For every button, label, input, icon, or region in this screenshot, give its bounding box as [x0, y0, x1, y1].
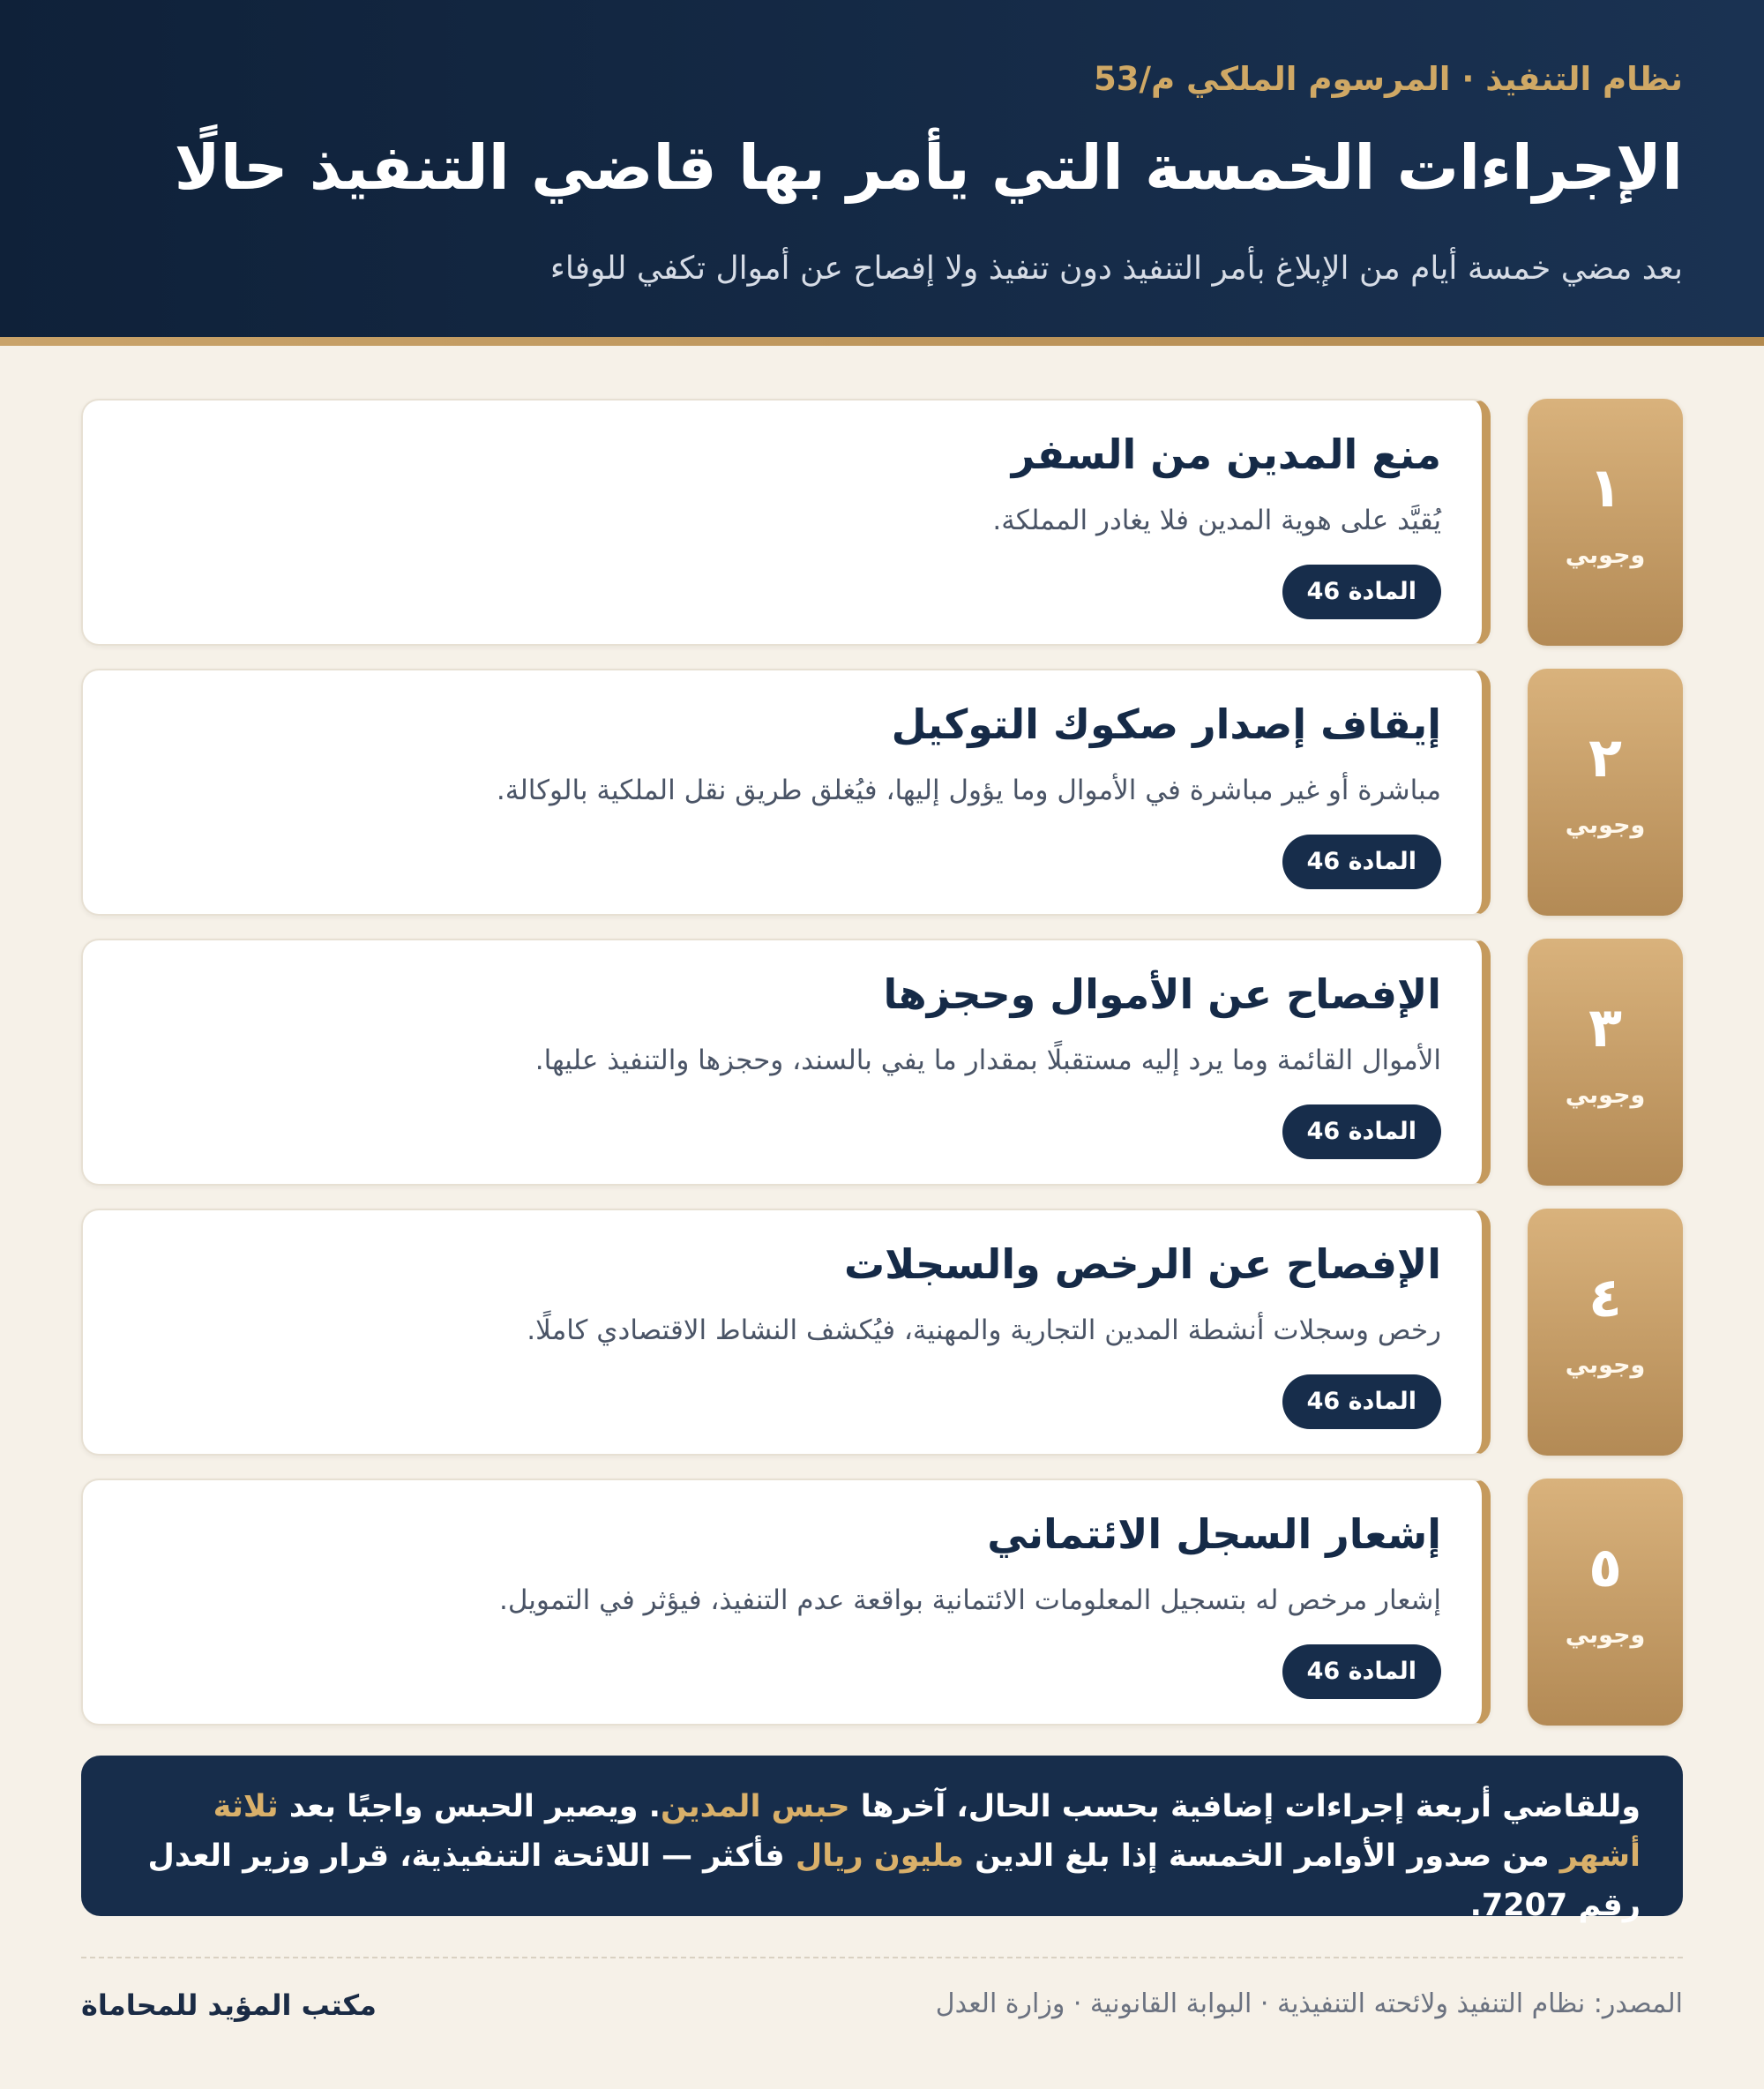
procedure-description: يُقيَّد على هوية المدين فلا يغادر المملكة. — [992, 505, 1441, 536]
note-text: من صدور الأوامر الخمسة إذا بلغ الدين — [963, 1838, 1560, 1874]
article-badge: المادة 46 — [1282, 1104, 1441, 1159]
header-divider — [0, 337, 1764, 346]
item-number: ٢ — [1588, 725, 1622, 790]
article-badge: المادة 46 — [1282, 565, 1441, 619]
page-title: الإجراءات الخمسة التي يأمر بها قاضي التنفيذ حالًا — [174, 131, 1683, 204]
procedure-title: منع المدين من السفر — [1011, 431, 1441, 478]
office-name: مكتب المؤيد للمحاماة — [81, 1988, 377, 2022]
item-number: ٤ — [1588, 1265, 1622, 1329]
note-highlight-duration: ثلاثة أشهر — [213, 1789, 1641, 1874]
procedure-title: إشعار السجل الائتماني — [987, 1510, 1441, 1558]
procedure-card — [81, 1209, 1491, 1456]
number-tile — [1528, 1479, 1683, 1726]
eyebrow-label: نظام التنفيذ · المرسوم الملكي م/53 — [1094, 60, 1683, 98]
source-citation: المصدر: نظام التنفيذ ولائحته التنفيذية · البوابة القانونية · وزارة العدل — [935, 1988, 1683, 2019]
procedure-description: مباشرة أو غير مباشرة في الأموال وما يؤول إليها، فيُغلق طريق نقل الملكية بالوكالة. — [496, 775, 1441, 806]
procedure-title: الإفصاح عن الأموال وحجزها — [883, 970, 1441, 1018]
article-badge: المادة 46 — [1282, 1644, 1441, 1699]
procedure-title: الإفصاح عن الرخص والسجلات — [843, 1240, 1441, 1288]
procedure-item — [81, 669, 1683, 916]
mandatory-tag: وجوبي — [1565, 542, 1646, 569]
procedure-item — [81, 939, 1683, 1186]
procedure-card — [81, 939, 1491, 1186]
item-number: ١ — [1588, 455, 1622, 520]
procedure-card — [81, 1479, 1491, 1726]
note-text: فأكثر — اللائحة التنفيذية، قرار وزير العدل رقم 7207. — [147, 1838, 1641, 1923]
footer-divider — [81, 1957, 1683, 1958]
number-tile — [1528, 1209, 1683, 1456]
procedure-title: إيقاف إصدار صكوك التوكيل — [891, 700, 1441, 748]
procedure-card — [81, 669, 1491, 916]
procedure-description: رخص وسجلات أنشطة المدين التجارية والمهنية، فيُكشف النشاط الاقتصادي كاملًا. — [527, 1314, 1441, 1346]
page-subtitle: بعد مضي خمسة أيام من الإبلاغ بأمر التنفيذ دون تنفيذ ولا إفصاح عن أموال تكفي للوفاء — [549, 251, 1683, 287]
number-tile — [1528, 669, 1683, 916]
procedure-item — [81, 1209, 1683, 1456]
procedure-description: إشعار مرخص له بتسجيل المعلومات الائتمانية بواقعة عدم التنفيذ، فيؤثر في التمويل. — [498, 1584, 1441, 1616]
mandatory-tag: وجوبي — [1565, 1621, 1646, 1649]
header-banner — [0, 0, 1764, 337]
mandatory-tag: وجوبي — [1565, 1351, 1646, 1379]
procedure-item — [81, 1479, 1683, 1726]
mandatory-tag: وجوبي — [1565, 812, 1646, 839]
note-text: وللقاضي أربعة إجراءات إضافية بحسب الحال، آخرها — [849, 1789, 1641, 1824]
additional-measures-note — [81, 1756, 1683, 1923]
item-number: ٣ — [1588, 995, 1622, 1059]
procedure-item — [81, 399, 1683, 646]
item-number: ٥ — [1588, 1535, 1622, 1599]
number-tile — [1528, 399, 1683, 646]
note-highlight-amount: مليون ريال — [795, 1838, 964, 1874]
article-badge: المادة 46 — [1282, 1374, 1441, 1429]
procedure-description: الأموال القائمة وما يرد إليه مستقبلًا بمقدار ما يفي بالسند، وحجزها والتنفيذ عليها. — [534, 1044, 1441, 1076]
note-text: . ويصير الحبس واجبًا بعد — [278, 1789, 661, 1824]
mandatory-tag: وجوبي — [1565, 1082, 1646, 1109]
note-highlight-detention: حبس المدين — [660, 1789, 850, 1824]
number-tile — [1528, 939, 1683, 1186]
article-badge: المادة 46 — [1282, 835, 1441, 889]
procedure-card — [81, 399, 1491, 646]
